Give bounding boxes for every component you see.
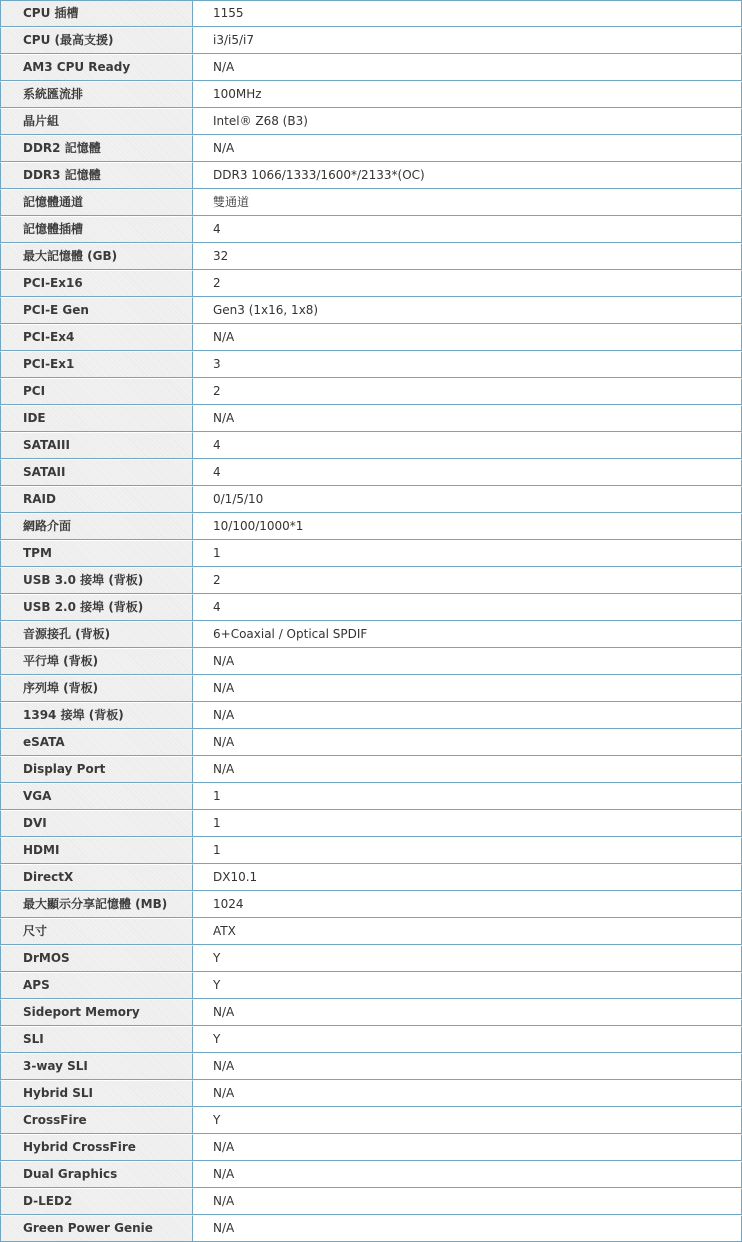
spec-label: 網路介面 (0, 513, 193, 540)
spec-value: 4 (193, 594, 742, 621)
spec-row (0, 378, 742, 405)
spec-value: 4 (193, 459, 742, 486)
spec-label: Sideport Memory (0, 999, 193, 1026)
spec-label: 尺寸 (0, 918, 193, 945)
spec-label: D-LED2 (0, 1188, 193, 1215)
spec-value: 1155 (193, 0, 742, 27)
spec-label: Dual Graphics (0, 1161, 193, 1188)
spec-label: DrMOS (0, 945, 193, 972)
spec-row (0, 297, 742, 324)
spec-row (0, 81, 742, 108)
spec-value: N/A (193, 1188, 742, 1215)
spec-row (0, 837, 742, 864)
spec-row (0, 648, 742, 675)
spec-row (0, 702, 742, 729)
spec-row (0, 1026, 742, 1053)
spec-row (0, 891, 742, 918)
spec-label: Hybrid SLI (0, 1080, 193, 1107)
spec-value: N/A (193, 1080, 742, 1107)
spec-value: 0/1/5/10 (193, 486, 742, 513)
spec-row (0, 108, 742, 135)
spec-value: DDR3 1066/1333/1600*/2133*(OC) (193, 162, 742, 189)
spec-value: 10/100/1000*1 (193, 513, 742, 540)
spec-row (0, 1134, 742, 1161)
spec-row (0, 405, 742, 432)
spec-value: N/A (193, 999, 742, 1026)
spec-value: N/A (193, 1053, 742, 1080)
spec-label: eSATA (0, 729, 193, 756)
spec-row (0, 216, 742, 243)
spec-label: Display Port (0, 756, 193, 783)
spec-value: N/A (193, 756, 742, 783)
spec-row (0, 999, 742, 1026)
spec-value: 2 (193, 378, 742, 405)
spec-label: SATAII (0, 459, 193, 486)
spec-value: 4 (193, 216, 742, 243)
spec-value: N/A (193, 405, 742, 432)
spec-label: USB 3.0 接埠 (背板) (0, 567, 193, 594)
spec-label: PCI-Ex4 (0, 324, 193, 351)
spec-label: 晶片組 (0, 108, 193, 135)
spec-value: N/A (193, 135, 742, 162)
spec-value: Gen3 (1x16, 1x8) (193, 297, 742, 324)
spec-label: PCI (0, 378, 193, 405)
spec-row (0, 459, 742, 486)
spec-label: 最大顯示分享記憶體 (MB) (0, 891, 193, 918)
spec-row (0, 135, 742, 162)
spec-row (0, 432, 742, 459)
spec-row (0, 675, 742, 702)
spec-value: 1 (193, 540, 742, 567)
spec-row (0, 1161, 742, 1188)
spec-label: 3-way SLI (0, 1053, 193, 1080)
spec-label: APS (0, 972, 193, 999)
spec-row (0, 243, 742, 270)
spec-value: N/A (193, 675, 742, 702)
spec-row (0, 0, 742, 27)
spec-label: DVI (0, 810, 193, 837)
spec-row (0, 756, 742, 783)
spec-label: DDR3 記憶體 (0, 162, 193, 189)
spec-row (0, 783, 742, 810)
spec-label: AM3 CPU Ready (0, 54, 193, 81)
spec-label: SATAIII (0, 432, 193, 459)
spec-value: 1 (193, 783, 742, 810)
spec-value: Y (193, 1107, 742, 1134)
spec-value: 32 (193, 243, 742, 270)
spec-label: PCI-Ex16 (0, 270, 193, 297)
spec-value: N/A (193, 324, 742, 351)
spec-row (0, 270, 742, 297)
spec-row (0, 324, 742, 351)
spec-label: HDMI (0, 837, 193, 864)
spec-row (0, 486, 742, 513)
spec-label: VGA (0, 783, 193, 810)
spec-value: Y (193, 972, 742, 999)
spec-value: 2 (193, 567, 742, 594)
spec-label: PCI-Ex1 (0, 351, 193, 378)
spec-row (0, 810, 742, 837)
spec-row (0, 567, 742, 594)
spec-label: 系統匯流排 (0, 81, 193, 108)
spec-value: 4 (193, 432, 742, 459)
spec-label: 記憶體通道 (0, 189, 193, 216)
spec-value: Intel® Z68 (B3) (193, 108, 742, 135)
spec-value: ATX (193, 918, 742, 945)
spec-value: 1024 (193, 891, 742, 918)
spec-value: Y (193, 945, 742, 972)
spec-value: 3 (193, 351, 742, 378)
spec-label: Green Power Genie (0, 1215, 193, 1242)
spec-label: DirectX (0, 864, 193, 891)
spec-value: N/A (193, 1161, 742, 1188)
spec-value: 2 (193, 270, 742, 297)
spec-row (0, 1188, 742, 1215)
spec-row (0, 1080, 742, 1107)
spec-value: N/A (193, 729, 742, 756)
spec-label: 最大記憶體 (GB) (0, 243, 193, 270)
spec-row (0, 513, 742, 540)
spec-label: PCI-E Gen (0, 297, 193, 324)
spec-label: RAID (0, 486, 193, 513)
spec-label: IDE (0, 405, 193, 432)
spec-label: 音源接孔 (背板) (0, 621, 193, 648)
spec-row (0, 918, 742, 945)
spec-value: N/A (193, 1134, 742, 1161)
spec-label: CPU (最高支援) (0, 27, 193, 54)
spec-value: 雙通道 (193, 189, 742, 216)
spec-row (0, 594, 742, 621)
spec-row (0, 729, 742, 756)
spec-row (0, 162, 742, 189)
spec-label: CPU 插槽 (0, 0, 193, 27)
spec-label: USB 2.0 接埠 (背板) (0, 594, 193, 621)
spec-row (0, 1053, 742, 1080)
spec-value: N/A (193, 1215, 742, 1242)
spec-label: Hybrid CrossFire (0, 1134, 193, 1161)
spec-row (0, 1215, 742, 1242)
spec-label: SLI (0, 1026, 193, 1053)
spec-value: 1 (193, 810, 742, 837)
spec-value: 100MHz (193, 81, 742, 108)
spec-row (0, 621, 742, 648)
spec-row (0, 54, 742, 81)
spec-row (0, 945, 742, 972)
spec-row (0, 1107, 742, 1134)
spec-value: 6+Coaxial / Optical SPDIF (193, 621, 742, 648)
spec-row (0, 27, 742, 54)
spec-row (0, 864, 742, 891)
spec-label: 序列埠 (背板) (0, 675, 193, 702)
spec-value: N/A (193, 648, 742, 675)
spec-label: 1394 接埠 (背板) (0, 702, 193, 729)
spec-label: CrossFire (0, 1107, 193, 1134)
spec-label: TPM (0, 540, 193, 567)
spec-value: i3/i5/i7 (193, 27, 742, 54)
spec-row (0, 351, 742, 378)
spec-value: N/A (193, 702, 742, 729)
spec-label: DDR2 記憶體 (0, 135, 193, 162)
spec-row (0, 972, 742, 999)
spec-value: DX10.1 (193, 864, 742, 891)
spec-label: 記憶體插槽 (0, 216, 193, 243)
spec-label: 平行埠 (背板) (0, 648, 193, 675)
spec-value: 1 (193, 837, 742, 864)
spec-row (0, 189, 742, 216)
spec-value: N/A (193, 54, 742, 81)
spec-value: Y (193, 1026, 742, 1053)
spec-row (0, 540, 742, 567)
